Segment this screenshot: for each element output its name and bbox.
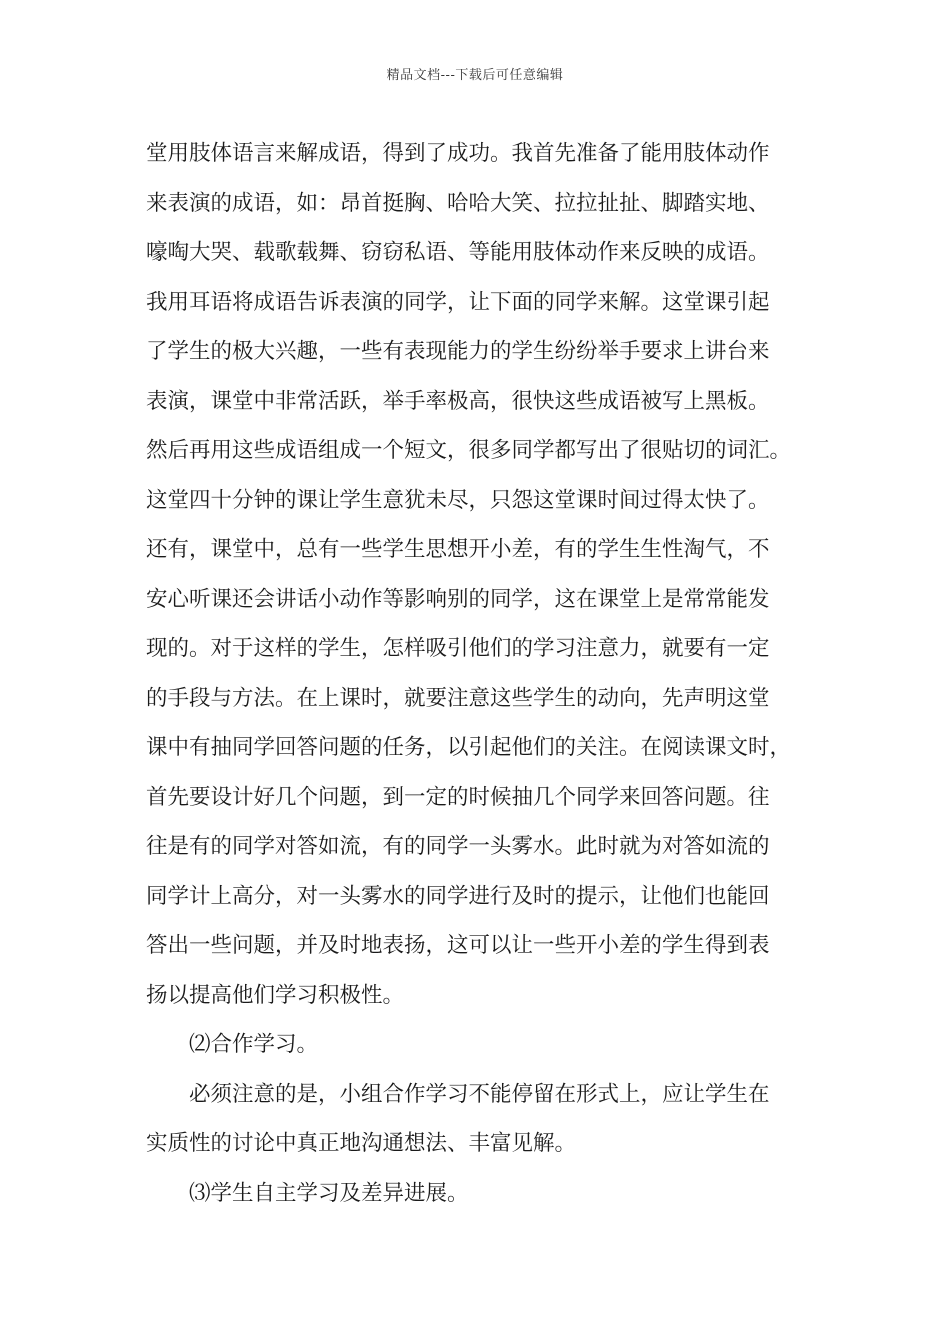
text-line: 还有，课堂中，总有一些学生思想开小差，有的学生生性淘气，不: [146, 537, 770, 562]
section-heading-3: ⑶学生自主学习及差异进展。: [189, 1180, 469, 1206]
text-line: 堂用肢体语言来解成语，得到了成功。我首先准备了能用肢体动作: [146, 141, 770, 166]
text-line: 同学计上高分，对一头雾水的同学进行及时的提示，让他们也能回: [146, 883, 770, 909]
text-line: 课中有抽同学回答问题的任务，以引起他们的关注。在阅读课文时，: [146, 735, 792, 760]
text-line: 首先要设计好几个问题，到一定的时候抽几个同学来回答问题。往: [146, 784, 770, 810]
document-body: [146, 129, 836, 1218]
text-line: 来表演的成语，如：昂首挺胸、哈哈大笑、拉拉扯扯、脚踏实地、: [146, 190, 770, 216]
text-line: 必须注意的是，小组合作学习不能停留在形式上，应让学生在: [189, 1081, 770, 1107]
text-line: 我用耳语将成语告诉表演的同学，让下面的同学来解。这堂课引起: [146, 289, 770, 315]
section-heading-2: ⑵合作学习。: [189, 1032, 319, 1057]
text-line: 嚎啕大哭、载歌载舞、窃窃私语、等能用肢体动作来反映的成语。: [146, 240, 770, 265]
text-line: 的手段与方法。在上课时，就要注意这些学生的动向，先声明这堂: [146, 685, 770, 711]
text-line: 实质性的讨论中真正地沟通想法、丰富见解。: [146, 1131, 577, 1156]
text-line: 表演，课堂中非常活跃，举手率极高，很快这些成语被写上黑板。: [146, 388, 770, 414]
text-line: 扬以提高他们学习积极性。: [146, 982, 405, 1008]
text-line: 安心听课还会讲话小动作等影响别的同学，这在课堂上是常常能发: [146, 586, 770, 612]
page-header: 精品文档---下载后可任意编辑: [386, 68, 564, 83]
text-line: 然后再用这些成语组成一个短文，很多同学都写出了很贴切的词汇。: [146, 438, 792, 463]
text-line: 现的。对于这样的学生，怎样吸引他们的学习注意力，就要有一定: [146, 636, 770, 661]
text-line: 了学生的极大兴趣，一些有表现能力的学生纷纷举手要求上讲台来: [146, 339, 770, 364]
text-line: 答出一些问题，并及时地表扬，这可以让一些开小差的学生得到表: [146, 933, 770, 958]
text-line: 往是有的同学对答如流，有的同学一头雾水。此时就为对答如流的: [146, 834, 770, 859]
text-line: 这堂四十分钟的课让学生意犹未尽，只怨这堂课时间过得太快了。: [146, 487, 770, 513]
